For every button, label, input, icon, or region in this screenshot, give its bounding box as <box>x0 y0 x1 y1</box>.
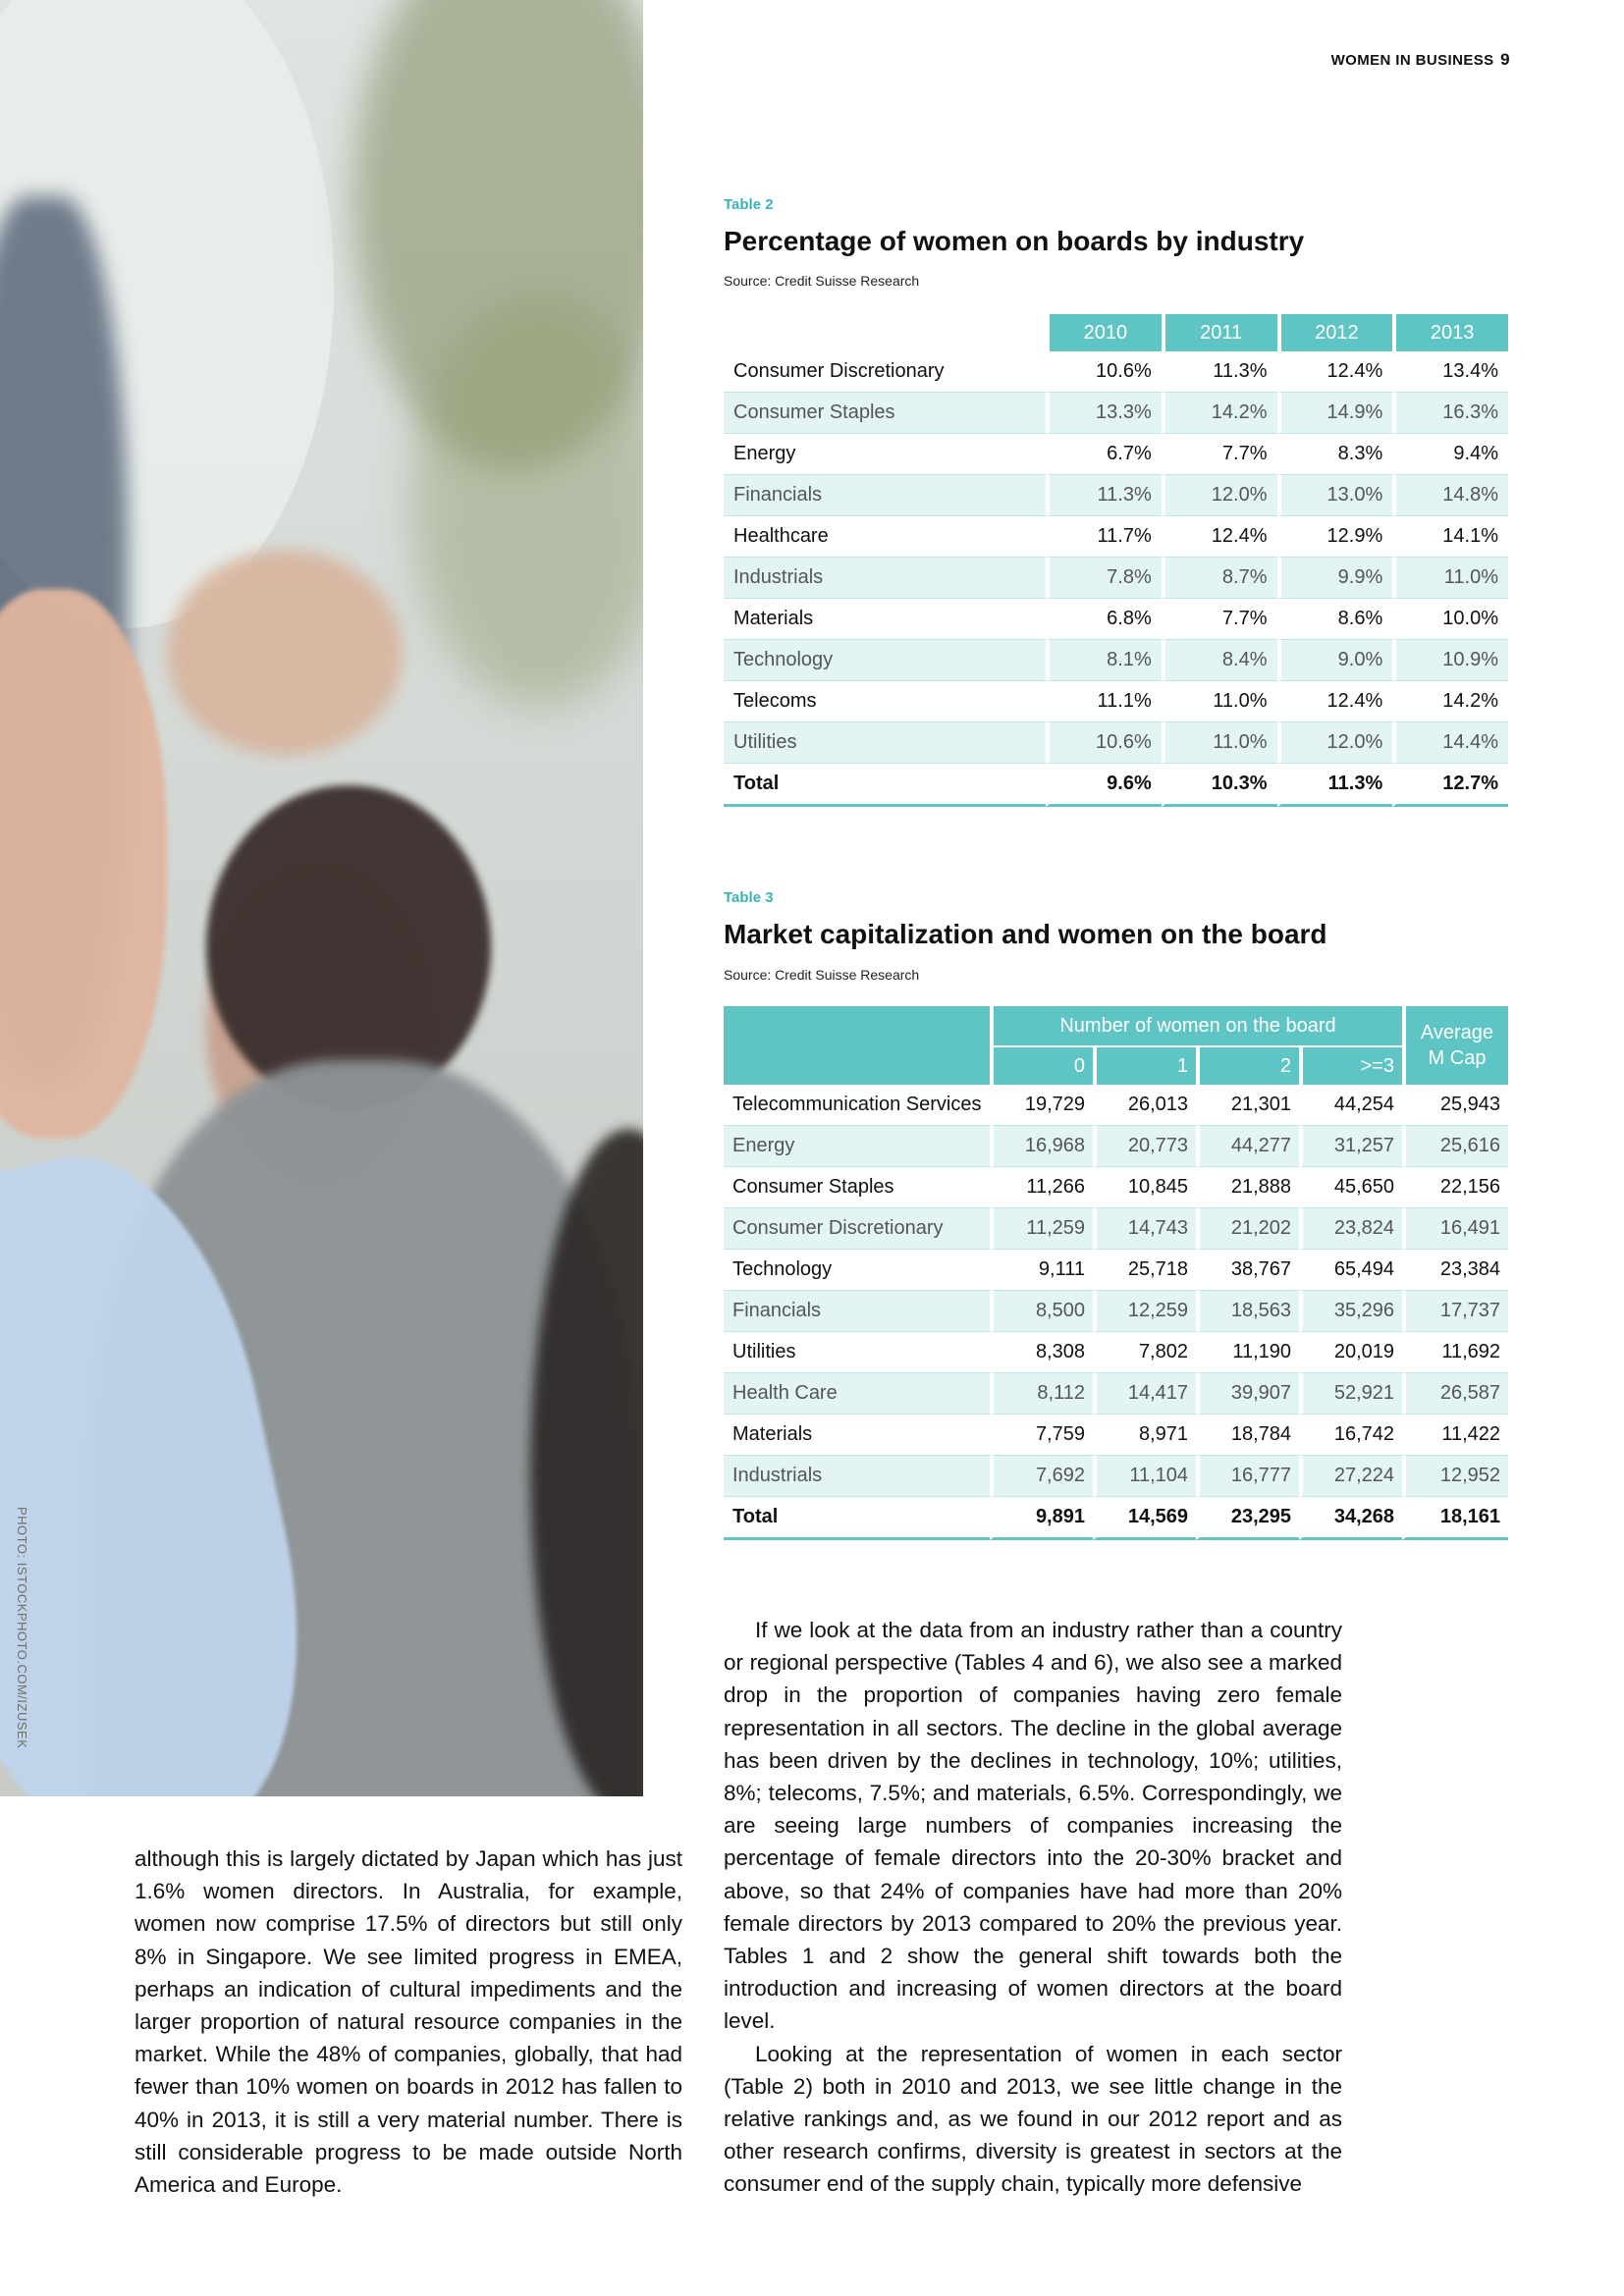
value-cell: 10,845 <box>1093 1167 1196 1208</box>
total-row <box>724 1497 1508 1540</box>
value-cell: 20,773 <box>1093 1126 1196 1167</box>
table-row <box>724 1415 1508 1456</box>
value-cell: 12.4% <box>1277 351 1393 393</box>
table-row <box>724 516 1508 558</box>
value-cell: 12.0% <box>1162 475 1277 516</box>
value-cell: 18,563 <box>1196 1291 1299 1332</box>
industry-name: Utilities <box>724 1332 990 1373</box>
value-cell: 6.8% <box>1046 599 1162 640</box>
table2 <box>724 314 1508 807</box>
total-label: Total <box>724 764 1046 807</box>
industry-name: Materials <box>724 599 1046 640</box>
value-cell: 18,784 <box>1196 1415 1299 1456</box>
total-value: 9.6% <box>1046 764 1162 807</box>
value-cell: 17,737 <box>1402 1291 1508 1332</box>
industry-name: Consumer Discretionary <box>724 1208 990 1250</box>
total-value: 18,161 <box>1402 1497 1508 1540</box>
value-cell: 25,616 <box>1402 1126 1508 1167</box>
left-column-text <box>135 1842 682 2201</box>
value-cell: 11,259 <box>990 1208 1093 1250</box>
running-head <box>1331 50 1510 70</box>
value-cell: 44,277 <box>1196 1126 1299 1167</box>
table-row <box>724 1291 1508 1332</box>
page-number: 9 <box>1500 50 1510 69</box>
total-value: 9,891 <box>990 1497 1093 1540</box>
value-cell: 16,777 <box>1196 1456 1299 1497</box>
table-row <box>724 1250 1508 1291</box>
table2-source: Source: Credit Suisse Research <box>724 273 920 289</box>
table-row <box>724 1126 1508 1167</box>
value-cell: 14.1% <box>1392 516 1508 558</box>
value-cell: 44,254 <box>1299 1085 1402 1126</box>
value-cell: 13.0% <box>1277 475 1393 516</box>
value-cell: 21,202 <box>1196 1208 1299 1250</box>
value-cell: 16.3% <box>1392 393 1508 434</box>
group-header: Number of women on the board <box>990 1006 1402 1047</box>
table-row <box>724 393 1508 434</box>
table-header-row <box>724 1006 1508 1047</box>
value-cell: 13.3% <box>1046 393 1162 434</box>
value-cell: 38,767 <box>1196 1250 1299 1291</box>
table-row <box>724 475 1508 516</box>
industry-name: Telecommunication Services <box>724 1085 990 1126</box>
industry-name: Financials <box>724 475 1046 516</box>
value-cell: 19,729 <box>990 1085 1093 1126</box>
industry-name: Technology <box>724 1250 990 1291</box>
table-row <box>724 681 1508 722</box>
value-cell: 14.4% <box>1392 722 1508 764</box>
value-cell: 8.4% <box>1162 640 1277 681</box>
industry-name: Materials <box>724 1415 990 1456</box>
table-row <box>724 640 1508 681</box>
value-cell: 11,692 <box>1402 1332 1508 1373</box>
value-cell: 16,491 <box>1402 1208 1508 1250</box>
total-value: 23,295 <box>1196 1497 1299 1540</box>
avg-header-line2: M Cap <box>1428 1047 1487 1069</box>
value-cell: 21,888 <box>1196 1167 1299 1208</box>
value-cell: 16,968 <box>990 1126 1093 1167</box>
value-cell: 14.2% <box>1392 681 1508 722</box>
value-cell: 23,824 <box>1299 1208 1402 1250</box>
corner-cell <box>724 1006 990 1085</box>
value-cell: 20,019 <box>1299 1332 1402 1373</box>
avg-header-line1: Average <box>1420 1022 1494 1043</box>
right-column-text <box>724 1614 1342 2201</box>
value-cell: 23,384 <box>1402 1250 1508 1291</box>
value-cell: 6.7% <box>1046 434 1162 475</box>
value-cell: 8.1% <box>1046 640 1162 681</box>
value-cell: 21,301 <box>1196 1085 1299 1126</box>
value-cell: 8.3% <box>1277 434 1393 475</box>
table3-source: Source: Credit Suisse Research <box>724 967 920 983</box>
total-value: 10.3% <box>1162 764 1277 807</box>
paragraph: although this is largely dictated by Japan which has just 1.6% women directors. In Australia, for example, women now comprise 17.5% of directors but still only 8% in Singapore. We see limited progress in EMEA, perhaps an indication of cultural impediments and the larger proportion of natural resource companies in the market. While the 48% of companies, globally, that had fewer than 10% women on boards in 2012 has fallen to 40% in 2013, it is still a very material number. There is still considerable progress to be made outside North America and Europe. <box>135 1846 682 2198</box>
value-cell: 10.9% <box>1392 640 1508 681</box>
value-cell: 14,417 <box>1093 1373 1196 1415</box>
table-row <box>724 1373 1508 1415</box>
value-cell: 26,587 <box>1402 1373 1508 1415</box>
value-cell: 14.9% <box>1277 393 1393 434</box>
value-cell: 11.3% <box>1046 475 1162 516</box>
value-cell: 65,494 <box>1299 1250 1402 1291</box>
industry-name: Telecoms <box>724 681 1046 722</box>
value-cell: 10.6% <box>1046 722 1162 764</box>
value-cell: 12.4% <box>1162 516 1277 558</box>
year-header: 2010 <box>1046 314 1162 351</box>
value-cell: 11.0% <box>1392 558 1508 599</box>
industry-name: Industrials <box>724 1456 990 1497</box>
table-row <box>724 351 1508 393</box>
value-cell: 11,266 <box>990 1167 1093 1208</box>
industry-name: Healthcare <box>724 516 1046 558</box>
table2-title: Percentage of women on boards by industry <box>724 226 1305 256</box>
value-cell: 14.2% <box>1162 393 1277 434</box>
value-cell: 9.4% <box>1392 434 1508 475</box>
year-header: 2012 <box>1277 314 1393 351</box>
table3-label: Table 3 <box>724 889 774 906</box>
value-cell: 26,013 <box>1093 1085 1196 1126</box>
table-row <box>724 558 1508 599</box>
count-header: 1 <box>1093 1047 1196 1085</box>
value-cell: 8,500 <box>990 1291 1093 1332</box>
value-cell: 11.0% <box>1162 722 1277 764</box>
value-cell: 8.7% <box>1162 558 1277 599</box>
value-cell: 25,943 <box>1402 1085 1508 1126</box>
value-cell: 25,718 <box>1093 1250 1196 1291</box>
value-cell: 14.8% <box>1392 475 1508 516</box>
value-cell: 11.1% <box>1046 681 1162 722</box>
industry-name: Technology <box>724 640 1046 681</box>
photo-raised-hands <box>0 0 643 1796</box>
table-row <box>724 722 1508 764</box>
value-cell: 31,257 <box>1299 1126 1402 1167</box>
value-cell: 45,650 <box>1299 1167 1402 1208</box>
value-cell: 12.4% <box>1277 681 1393 722</box>
value-cell: 8,112 <box>990 1373 1093 1415</box>
value-cell: 7,802 <box>1093 1332 1196 1373</box>
industry-name: Consumer Discretionary <box>724 351 1046 393</box>
value-cell: 8,308 <box>990 1332 1093 1373</box>
value-cell: 11,422 <box>1402 1415 1508 1456</box>
industry-name: Industrials <box>724 558 1046 599</box>
corner-cell <box>724 314 1046 351</box>
value-cell: 39,907 <box>1196 1373 1299 1415</box>
year-header: 2011 <box>1162 314 1277 351</box>
table-row <box>724 1456 1508 1497</box>
value-cell: 14,743 <box>1093 1208 1196 1250</box>
value-cell: 7,759 <box>990 1415 1093 1456</box>
value-cell: 52,921 <box>1299 1373 1402 1415</box>
industry-name: Energy <box>724 1126 990 1167</box>
value-cell: 11.3% <box>1162 351 1277 393</box>
value-cell: 8,971 <box>1093 1415 1196 1456</box>
photo-credit: PHOTO: ISTOCKPHOTO.COM/IZUSEK <box>15 1507 29 1749</box>
value-cell: 10.6% <box>1046 351 1162 393</box>
industry-name: Health Care <box>724 1373 990 1415</box>
value-cell: 11,190 <box>1196 1332 1299 1373</box>
table2-label: Table 2 <box>724 196 774 213</box>
total-value: 11.3% <box>1277 764 1393 807</box>
value-cell: 22,156 <box>1402 1167 1508 1208</box>
value-cell: 9,111 <box>990 1250 1093 1291</box>
table3-title: Market capitalization and women on the board <box>724 919 1327 949</box>
value-cell: 9.0% <box>1277 640 1393 681</box>
value-cell: 9.9% <box>1277 558 1393 599</box>
value-cell: 12,952 <box>1402 1456 1508 1497</box>
table3 <box>724 1006 1508 1540</box>
total-value: 34,268 <box>1299 1497 1402 1540</box>
value-cell: 7,692 <box>990 1456 1093 1497</box>
total-value: 14,569 <box>1093 1497 1196 1540</box>
table-row <box>724 1085 1508 1126</box>
industry-name: Energy <box>724 434 1046 475</box>
value-cell: 13.4% <box>1392 351 1508 393</box>
value-cell: 12.0% <box>1277 722 1393 764</box>
value-cell: 11.7% <box>1046 516 1162 558</box>
value-cell: 8.6% <box>1277 599 1393 640</box>
paragraph: Looking at the representation of women in each sector (Table 2) both in 2010 and 2013, we see little change in the relative rankings and, as we found in our 2012 report and as other research confirms, diversity is greatest in sectors at the consumer end of the supply chain, typically more defensive <box>724 2041 1342 2197</box>
value-cell: 10.0% <box>1392 599 1508 640</box>
table-row <box>724 1332 1508 1373</box>
value-cell: 11.0% <box>1162 681 1277 722</box>
avg-mcap-header <box>1402 1006 1508 1085</box>
total-value: 12.7% <box>1392 764 1508 807</box>
total-label: Total <box>724 1497 990 1540</box>
table-header-row <box>724 314 1508 351</box>
count-header: 2 <box>1196 1047 1299 1085</box>
value-cell: 16,742 <box>1299 1415 1402 1456</box>
value-cell: 35,296 <box>1299 1291 1402 1332</box>
table-row <box>724 1208 1508 1250</box>
value-cell: 7.7% <box>1162 434 1277 475</box>
industry-name: Financials <box>724 1291 990 1332</box>
year-header: 2013 <box>1392 314 1508 351</box>
paragraph: If we look at the data from an industry rather than a country or regional perspective (Tables 4 and 6), we also see a marked drop in the proportion of companies having zero female representation in all sectors. The decline in the global average has been driven by the declines in technology, 10%; utilities, 8%; telecoms, 7.5%; and materials, 6.5%. Correspondingly, we are seeing large numbers of companies increasing the percentage of female directors into the 20-30% bracket and above, so that 24% of companies have had more than 20% female directors by 2013 compared to 20% the previous year. Tables 1 and 2 show the general shift towards both the introduction and increasing of women directors at the board level. <box>724 1618 1342 2034</box>
count-header: 0 <box>990 1047 1093 1085</box>
value-cell: 27,224 <box>1299 1456 1402 1497</box>
section-title: WOMEN IN BUSINESS <box>1330 52 1494 69</box>
industry-name: Utilities <box>724 722 1046 764</box>
total-row <box>724 764 1508 807</box>
value-cell: 11,104 <box>1093 1456 1196 1497</box>
value-cell: 12,259 <box>1093 1291 1196 1332</box>
value-cell: 7.8% <box>1046 558 1162 599</box>
table-row <box>724 434 1508 475</box>
count-header: >=3 <box>1299 1047 1402 1085</box>
industry-name: Consumer Staples <box>724 1167 990 1208</box>
table-row <box>724 599 1508 640</box>
value-cell: 12.9% <box>1277 516 1393 558</box>
value-cell: 7.7% <box>1162 599 1277 640</box>
industry-name: Consumer Staples <box>724 393 1046 434</box>
table-row <box>724 1167 1508 1208</box>
